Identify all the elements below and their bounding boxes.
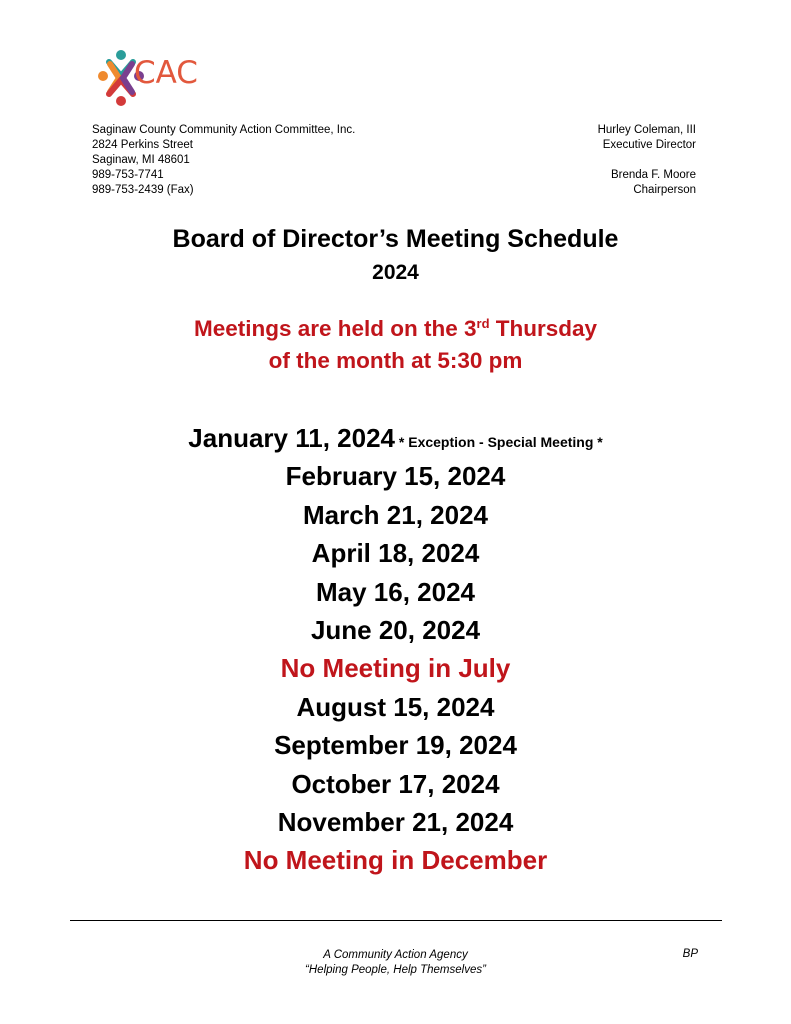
- meeting-date-row: September 19, 2024: [274, 730, 517, 761]
- page-title: Board of Director’s Meeting Schedule: [172, 225, 619, 253]
- chair-title: Chairperson: [633, 184, 696, 196]
- org-street: 2824 Perkins Street: [92, 139, 194, 151]
- meeting-date-row: January 11, 2024 * Exception - Special Meeting *: [188, 423, 603, 453]
- meeting-date-row: August 15, 2024: [296, 691, 495, 722]
- meeting-date-row: March 21, 2024: [302, 499, 488, 530]
- meeting-note: [0, 313, 791, 377]
- org-city: Saginaw, MI 48601: [92, 154, 190, 166]
- footer-agency: A Community Action Agency: [323, 949, 468, 961]
- footer-motto: “Helping People, Help Themselves”: [305, 964, 486, 976]
- schedule-year: 2024: [372, 261, 419, 284]
- footer-tagline: [0, 948, 791, 978]
- meeting-date-row: May 16, 2024: [315, 576, 475, 607]
- officers-block: [598, 123, 696, 198]
- org-fax: 989-753-2439 (Fax): [92, 184, 194, 196]
- org-phone: 989-753-7741: [92, 169, 164, 181]
- chair-name: Brenda F. Moore: [610, 169, 696, 181]
- meeting-note-line2: of the month at 5:30 pm: [268, 348, 523, 373]
- exception-note: * Exception - Special Meeting *: [395, 434, 603, 450]
- director-title: Executive Director: [602, 139, 696, 151]
- meeting-date-row: November 21, 2024: [277, 806, 514, 837]
- meeting-date-row: June 20, 2024: [310, 614, 481, 645]
- organization-address: [92, 123, 355, 198]
- meeting-date-row: April 18, 2024: [311, 538, 480, 569]
- org-name: Saginaw County Community Action Committee, Inc.: [92, 124, 356, 136]
- meeting-date-row: October 17, 2024: [291, 768, 500, 799]
- footer-divider: [70, 920, 722, 921]
- director-name: Hurley Coleman, III: [597, 124, 696, 136]
- no-meeting-notice: No Meeting in July: [280, 653, 511, 684]
- footer-code: BP: [682, 948, 698, 960]
- meeting-date-row: February 15, 2024: [285, 461, 506, 492]
- meeting-date-list: [0, 419, 791, 880]
- logo-wordmark: CAC: [134, 55, 198, 91]
- meeting-note-line1: Meetings are held on the 3rd Thursday: [193, 316, 598, 341]
- no-meeting-notice: No Meeting in December: [243, 845, 548, 876]
